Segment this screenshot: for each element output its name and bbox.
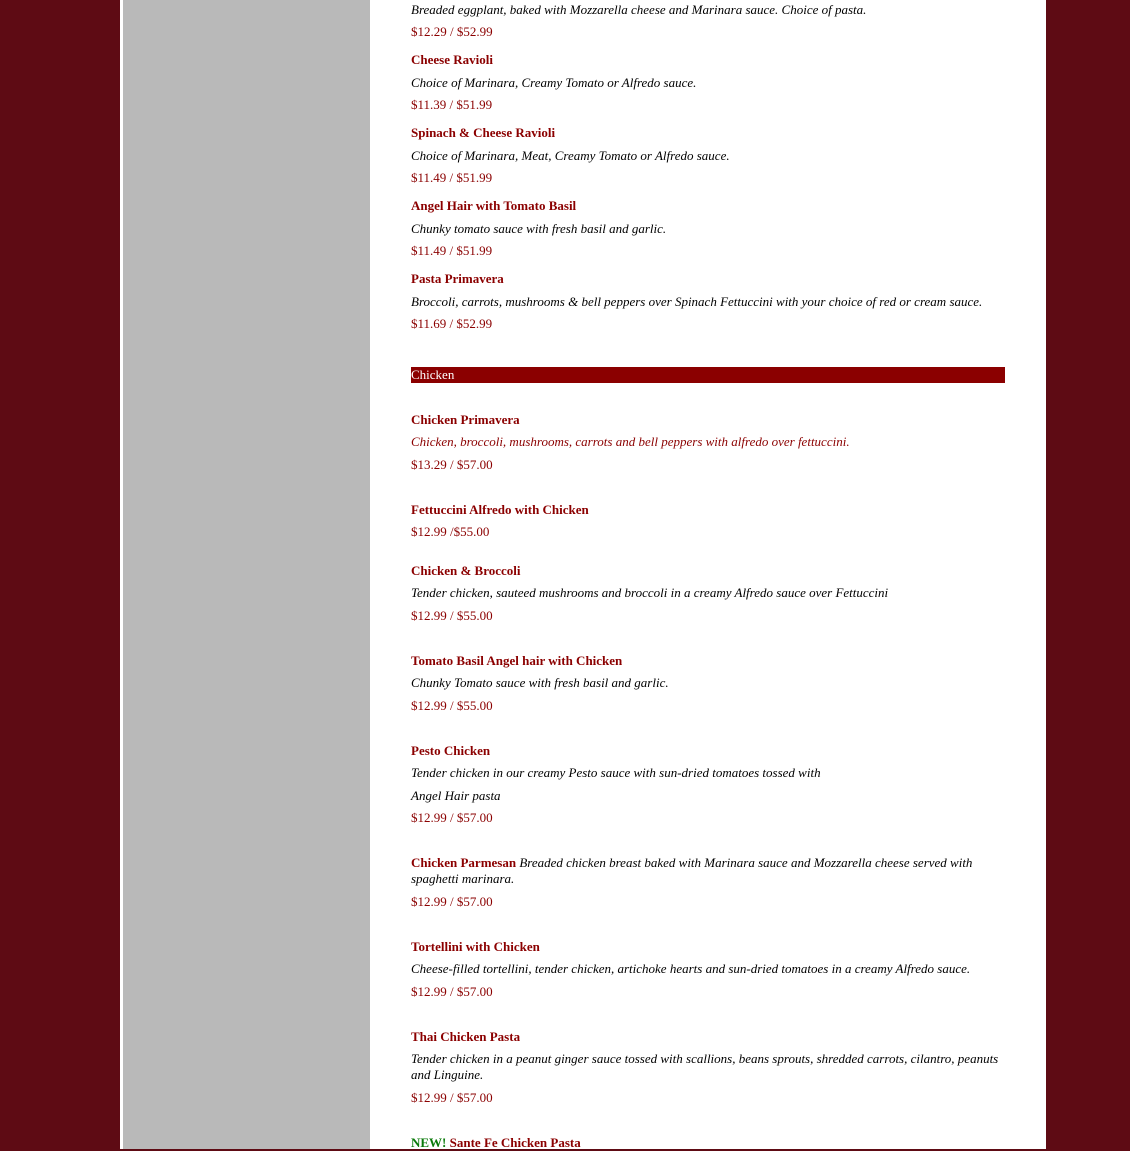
- item-name: Tomato Basil Angel hair with Chicken: [411, 653, 623, 668]
- item-description: Choice of Marinara, Meat, Creamy Tomato or Alfredo sauce.: [411, 148, 730, 163]
- item-description: Cheese-filled tortellini, tender chicken, artichoke hearts and sun-dried tomatoes in a creamy Alfredo sauce.: [411, 961, 971, 976]
- item-description: Tender chicken in our creamy Pesto sauce with sun-dried tomatoes tossed with: [411, 765, 821, 780]
- item-price: $11.49 / $51.99: [411, 170, 493, 185]
- item-price: $12.99 / $57.00: [411, 984, 493, 999]
- right-border-strip: [1046, 0, 1130, 1149]
- item-price: $13.29 / $57.00: [411, 457, 493, 472]
- item-price: $11.69 / $52.99: [411, 316, 493, 331]
- item-name: Sante Fe Chicken Pasta: [449, 1135, 581, 1150]
- item-description: Tender chicken, sauteed mushrooms and broccoli in a creamy Alfredo sauce over Fettuccini: [411, 585, 889, 600]
- item-description: Broccoli, carrots, mushrooms & bell peppers over Spinach Fettuccini with your choice of red or cream sauce.: [411, 294, 983, 309]
- item-name: Chicken Primavera: [411, 412, 520, 427]
- item-name: Chicken Parmesan: [411, 855, 517, 870]
- item-description: Tender chicken in a peanut ginger sauce tossed with scallions, beans sprouts, shredded carrots, cilantro, peanuts and Linguine.: [411, 1051, 999, 1082]
- item-name: Angel Hair with Tomato Basil: [411, 198, 577, 213]
- left-border-strip: [0, 0, 120, 1149]
- list-item: [411, 855, 1005, 887]
- section-header-chicken: Chicken: [411, 367, 1005, 383]
- menu-content: [370, 0, 1046, 1149]
- item-description: Choice of Marinara, Creamy Tomato or Alfredo sauce.: [411, 75, 697, 90]
- item-price: $12.99 / $57.00: [411, 894, 493, 909]
- item-description: Chunky Tomato sauce with fresh basil and garlic.: [411, 675, 669, 690]
- item-price: $12.99 / $55.00: [411, 698, 493, 713]
- item-price: $12.99 / $55.00: [411, 608, 493, 623]
- item-name: Cheese Ravioli: [411, 52, 493, 67]
- item-price: $11.39 / $51.99: [411, 97, 493, 112]
- item-description: Chunky tomato sauce with fresh basil and garlic.: [411, 221, 667, 236]
- item-name: Tortellini with Chicken: [411, 939, 540, 954]
- item-name: Thai Chicken Pasta: [411, 1029, 521, 1044]
- item-description: Angel Hair pasta: [411, 788, 501, 803]
- item-description: Breaded chicken breast baked with Marinara sauce and Mozzarella cheese served with spaghetti marinara.: [411, 855, 973, 886]
- item-name: Spinach & Cheese Ravioli: [411, 125, 556, 140]
- item-description: Breaded eggplant, baked with Mozzarella cheese and Marinara sauce. Choice of pasta.: [411, 2, 867, 17]
- item-name: Fettuccini Alfredo with Chicken: [411, 502, 589, 517]
- item-price: $12.99 /$55.00: [411, 524, 490, 539]
- item-name: Pasta Primavera: [411, 271, 504, 286]
- item-price: $12.99 / $57.00: [411, 1090, 493, 1105]
- item-name: Chicken & Broccoli: [411, 563, 521, 578]
- item-price: $12.29 / $52.99: [411, 24, 493, 39]
- new-badge: NEW!: [411, 1135, 447, 1150]
- item-name: Pesto Chicken: [411, 743, 491, 758]
- item-description: Chicken, broccoli, mushrooms, carrots and bell peppers with alfredo over fettuccini.: [411, 434, 850, 449]
- item-price: $11.49 / $51.99: [411, 243, 493, 258]
- sidebar: [120, 0, 370, 1149]
- item-price: $12.99 / $57.00: [411, 810, 493, 825]
